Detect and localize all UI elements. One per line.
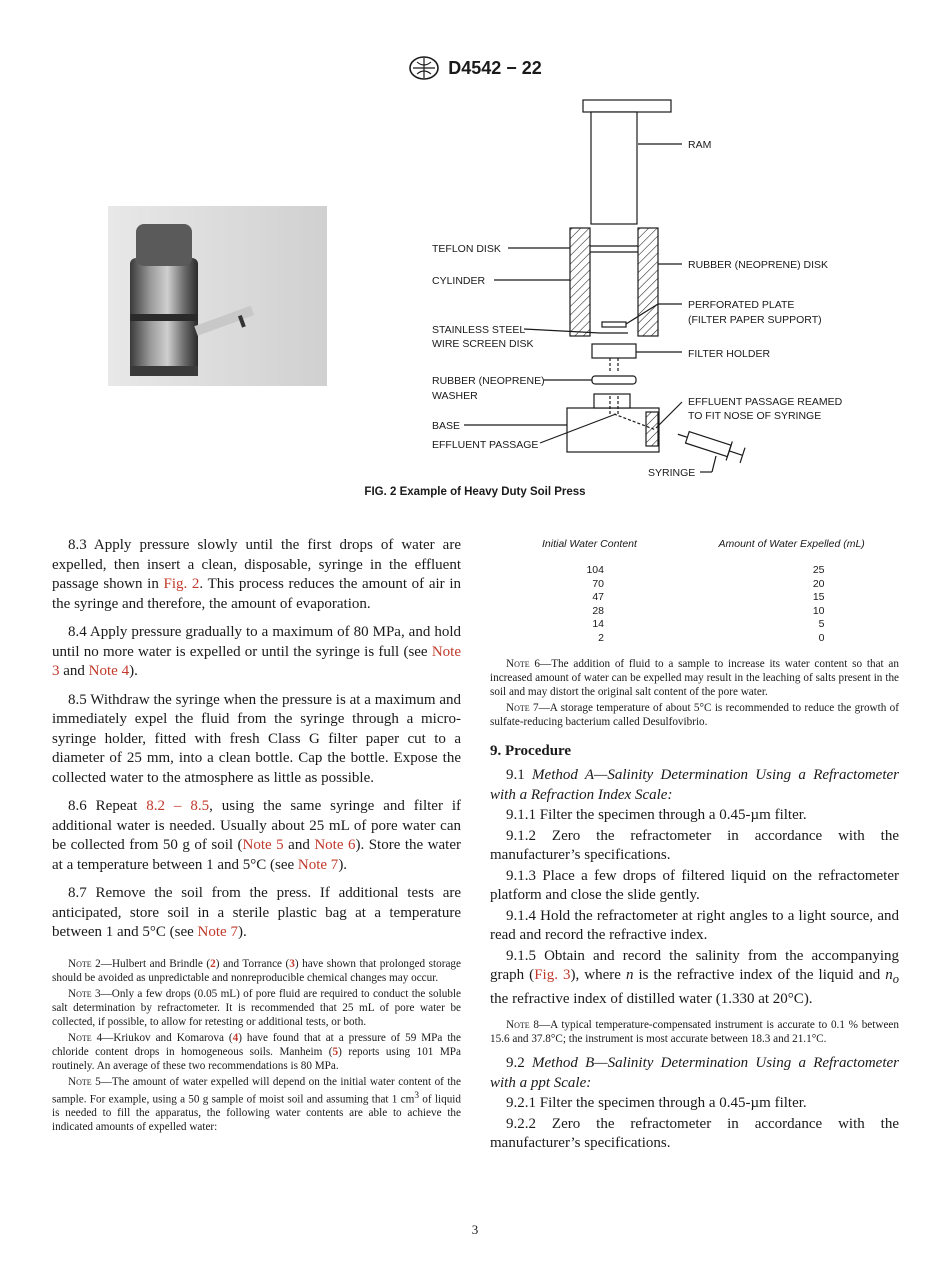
- label-rubber-disk: RUBBER (NEOPRENE) DISK: [688, 259, 829, 271]
- link-fig-3[interactable]: Fig. 3: [534, 967, 571, 983]
- link-note-7b[interactable]: Note 7: [197, 924, 238, 940]
- label-effluent-passage: EFFLUENT PASSAGE: [432, 439, 539, 451]
- label-cylinder: CYLINDER: [432, 275, 486, 287]
- table-header-amount-expelled: Amount of Water Expelled (mL): [718, 538, 865, 550]
- table-header-initial-water: Initial Water Content: [542, 538, 637, 550]
- para-8-7: 8.7 Remove the soil from the press. If additional tests are anticipated, store soil in a sterile plastic bag at a temperature between 1 and 5°C (see Note 7).: [52, 885, 461, 940]
- para-8-5: 8.5 Withdraw the syringe when the pressure is at a maximum and immediately expel the fluid from the syringe through a micro-syringe holder, fitted with fresh Class G filter paper cut to a diameter of 25 mm, into a clean bottle. Cap the bottle. Expose the collected water to the atmosphere as little as possible.: [52, 691, 461, 786]
- link-8-2-8-5[interactable]: 8.2 – 8.5: [146, 798, 210, 814]
- soil-press-photo: [108, 206, 327, 386]
- right-column: [490, 536, 899, 1155]
- label-filter-holder: FILTER HOLDER: [688, 348, 771, 360]
- link-note-7[interactable]: Note 7: [297, 856, 339, 873]
- note-3: Note 3—Only a few drops (0.05 mL) of pore fluid are required to conduct the soluble salt determination by refractometer. It is recommended that 25 mL of pore water be collected, if possible, to allow for retesting or additional tests, or both.: [52, 987, 461, 1028]
- para-8-3: 8.3 Apply pressure slowly until the first drops of water are expelled, then insert a clean, disposable, syringe in the effluent passage shown in Fig. 2. This process reduces the amount of air in the syringe and therefore, the amount of evaporation.: [52, 537, 461, 612]
- ref-4[interactable]: 4: [232, 1031, 239, 1044]
- label-stainless-steel: STAINLESS STEEL: [432, 324, 526, 336]
- label-syringe: SYRINGE: [648, 467, 696, 479]
- note-6: Note 6—The addition of fluid to a sample to increase its water content so that an increased amount of water can be expelled may result in the leaching of salts present in the soil and may distort the original salt content of the pore water.: [490, 658, 899, 698]
- soil-press-diagram: [424, 96, 864, 488]
- table-row: 70 20: [592, 577, 825, 590]
- label-effluent-reamed-2: TO FIT NOSE OF SYRINGE: [688, 410, 822, 422]
- table-row: 2 0: [598, 631, 825, 644]
- para-9-2: 9.2 Method B—Salinity Determination Using a Refractometer with a ppt Scale:: [490, 1055, 900, 1091]
- figure-caption: FIG. 2 Example of Heavy Duty Soil Press: [364, 486, 586, 498]
- label-effluent-reamed-1: EFFLUENT PASSAGE REAMED: [688, 396, 843, 408]
- astm-logo: [408, 55, 440, 81]
- note-5: Note 5—The amount of water expelled will depend on the initial water content of the sample. For example, using a 50 g sample of moist soil and assuming that 1 $cm^3$ of liquid is needed to fill the apparatus, the following water contents are able to achieve the indicated amounts of expelled water:: [52, 1075, 461, 1134]
- ref-2[interactable]: 2: [210, 957, 216, 970]
- note-4: Note 4—Kriukov and Komarova (4) have found that at a pressure of 59 MPa the chloride content drops in homogeneous soils. Manheim (5) reports using 101 MPa routinely. An average of these two recommendations is 80 MPa.: [52, 1031, 461, 1072]
- label-wire-screen-disk: WIRE SCREEN DISK: [432, 338, 534, 350]
- ref-3[interactable]: 3: [289, 957, 295, 970]
- note-8: Note 8—A typical temperature-compensated instrument is accurate to 0.1 % between 15.6 and 37.8°C; the instrument is most accurate between 18.3 and 21.1°C.: [490, 1019, 899, 1045]
- label-base: BASE: [432, 420, 461, 432]
- section-9-heading: 9. Procedure: [490, 743, 572, 759]
- para-8-6: 8.6 Repeat 8.2 – 8.5, using the same syringe and filter if additional water is needed. Usually about 25 mL of pore water can be collected from 50 g of soil (Note 5 and Note 6). Store the water at a temperature between 1 and 5°C (see Note 7).: [52, 798, 462, 873]
- ref-5[interactable]: 5: [332, 1045, 339, 1058]
- table-row: 14 5: [592, 618, 825, 630]
- note-2: Note 2—Hulbert and Brindle (2) and Torrance (3) have shown that prolonged storage should be avoided as unpredictable and nonreproducible chemical changes may occur.: [52, 957, 461, 984]
- label-perforated-plate: PERFORATED PLATE: [688, 299, 795, 311]
- table-row: 47 15: [592, 591, 825, 603]
- link-note-6[interactable]: Note 6: [314, 837, 356, 853]
- link-note-5[interactable]: Note 5: [242, 837, 284, 853]
- link-note-3[interactable]: Note 3: [52, 643, 461, 679]
- link-note-4[interactable]: Note 4: [88, 663, 130, 679]
- para-9-1: 9.1 Method A—Salinity Determination Using a Refractometer with a Refraction Index Scale:: [490, 767, 899, 803]
- standard-designation: D4542 − 22: [448, 57, 542, 78]
- para-8-4: 8.4 Apply pressure gradually to a maximum of 80 MPa, and hold until no more water is expelled or until the syringe is full (see Note 3 and Note 4).: [52, 624, 461, 679]
- para-9-1-1: 9.1.1 Filter the specimen through a 0.45-µm filter.: [506, 807, 807, 823]
- para-9-1-5: 9.1.5 Obtain and record the salinity from the accompanying graph (Fig. 3), where n is the refractive index of the liquid and $n_o$ the refractive index of distilled water (1.330 at 20°C).: [490, 947, 900, 1007]
- page-number: 3: [471, 1222, 479, 1237]
- label-filter-paper-support: (FILTER PAPER SUPPORT): [688, 314, 822, 326]
- page-header: [0, 54, 950, 82]
- para-9-2-2: 9.2.2 Zero the refractometer in accordance with the manufacturer’s specifications.: [490, 1115, 899, 1151]
- para-9-1-2: 9.1.2 Zero the refractometer in accordance with the manufacturer’s specifications.: [490, 827, 899, 863]
- label-ram: RAM: [688, 139, 712, 151]
- label-teflon-disk: TEFLON DISK: [432, 243, 501, 255]
- note-7: Note 7—A storage temperature of about 5°C is recommended to reduce the growth of sulfate-reducing bacterium called Desulfovibrio.: [490, 702, 899, 728]
- label-rubber-washer-2: WASHER: [432, 390, 478, 402]
- left-column: [52, 536, 461, 1136]
- link-fig-2[interactable]: Fig. 2: [163, 576, 200, 592]
- para-9-2-1: 9.2.1 Filter the specimen through a 0.45-µm filter.: [506, 1095, 807, 1111]
- para-9-1-4: 9.1.4 Hold the refractometer at right angles to a light source, and read and record the refractive index.: [490, 907, 899, 943]
- table-row: 104 25: [586, 564, 825, 576]
- para-9-1-3: 9.1.3 Place a few drops of filtered liquid on the refractometer platform and close the slide gently.: [490, 867, 899, 903]
- table-row: 28 10: [592, 604, 825, 617]
- water-expelled-table: [490, 536, 899, 645]
- label-rubber-washer-1: RUBBER (NEOPRENE): [432, 375, 545, 387]
